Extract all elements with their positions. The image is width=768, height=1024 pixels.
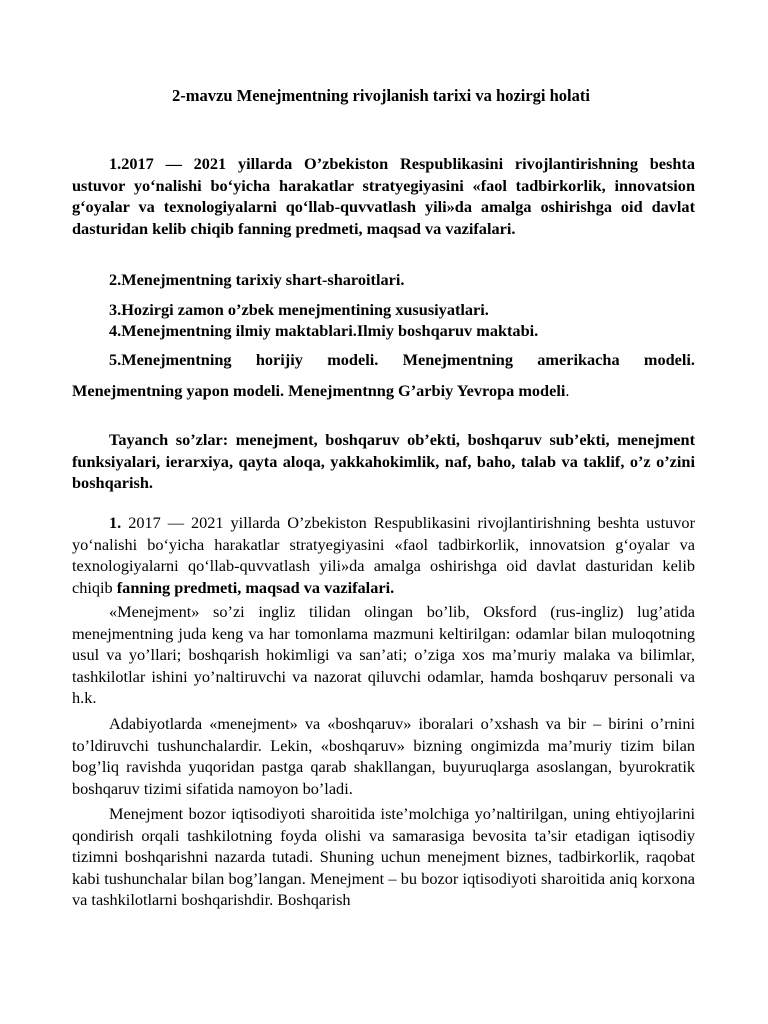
page-title: 2-mavzu Menejmentning rivojlanish tarixi va hozirgi holati xyxy=(172,86,590,105)
body-paragraph-1-bold-text: fanning predmeti, maqsad va vazifalari. xyxy=(116,577,395,597)
plan-item-5-text: Menejmentning yapon modeli. Menejmentnng G’arbiy Yevropa modeli xyxy=(72,381,566,400)
plan-item-1: 1.2017 — 2021 yillarda O’zbekiston Respublikasini rivojlantirishning beshta ustuvor yo‘nalishi bo‘yicha harakatlar stratyegiyasini «faol tadbirkorlik, innovatsion g‘oyalar va texnologiyalarni qo‘llab-quvvatlash yili»da amalga oshirishga oid davlat dasturidan kelib chiqib fanning predmeti, maqsad va vazifalari. xyxy=(72,154,695,238)
plan-item-2: 2.Menejmentning tarixiy shart-sharoitlari. xyxy=(109,270,405,289)
body-paragraph-1-text: 2017 — 2021 yillarda O’zbekiston Respublikasini rivojlantirishning beshta ustuvor yo‘nalishi bo‘yicha harakatlar stratyegiyasini «faol tadbirkorlik, innovatsion g‘oyalar va texnologiyalarni qo‘llab-quvvatlash yili»da amalga oshirishga oid davlat dasturidan kelib chiqib xyxy=(72,513,695,597)
body-paragraph-1 xyxy=(72,512,695,598)
plan-item-5-period: . xyxy=(565,381,570,400)
keywords-paragraph: Tayanch so’zlar: menejment, boshqaruv ob’ekti, boshqaruv sub’ekti, menejment funksiyalari, ierarxiya, qayta aloqa, yakkahokimlik, naf, baho, talab va taklif, o’z o’zini boshqarish. xyxy=(72,430,695,492)
plan-item-5-line-2 xyxy=(72,380,695,402)
plan-item-3: 3.Hozirgi zamon o’zbek menejmentining xususiyatlari. xyxy=(109,300,489,319)
body-paragraph-2: «Menejment» so’zi ingliz tilidan olingan bo’lib, Oksford (rus-ingliz) lug’atida menejmentning juda keng va har tomonlama mazmuni keltirilgan: odamlar bilan muloqotning usul va yo’llari; boshqarish hokimligi va san’ati; o’ziga xos ma’muriy malaka va bilimlar, tashkilotlar ishini yo’naltiruvchi va nazorat qiluvchi odamlar, hamda boshqaruv personali va h.k. xyxy=(72,602,695,707)
body-paragraph-4: Menejment bozor iqtisodiyoti sharoitida iste’molchiga yo’naltirilgan, uning ehtiyojlarini qondirish orqali tashkilotning foyda olishi va samarasiga bevosita ta’sir etadigan iqtisodiy tizimni boshqarishni nazarda tutadi. Shuning uchun menejment biznes, tadbirkorlik, raqobat kabi tushunchalar bilan bog’langan. Menejment – bu bozor iqtisodiyoti sharoitida aniq korxona va tashkilotlarni boshqarishdir. Boshqarish xyxy=(72,804,695,909)
plan-item-5-line-1: 5.Menejmentning horijiy modeli. Menejmentning amerikacha modeli. xyxy=(109,350,695,369)
body-paragraph-1-number: 1. xyxy=(109,513,122,532)
body-paragraph-3: Adabiyotlarda «menejment» va «boshqaruv» iboralari o’xshash va bir – birini o’rnini to’ldiruvchi tushunchalardir. Lekin, «boshqaruv» bizning ongimizda ma’muriy tizim bilan bog’liq ravishda yuqoridan pastga qarab shakllangan, buyuruqlarga asoslangan, byurokratik boshqaruv tizimi sifatida namoyon bo’ladi. xyxy=(72,714,695,798)
plan-item-4: 4.Menejmentning ilmiy maktablari.Ilmiy boshqaruv maktabi. xyxy=(109,321,539,340)
